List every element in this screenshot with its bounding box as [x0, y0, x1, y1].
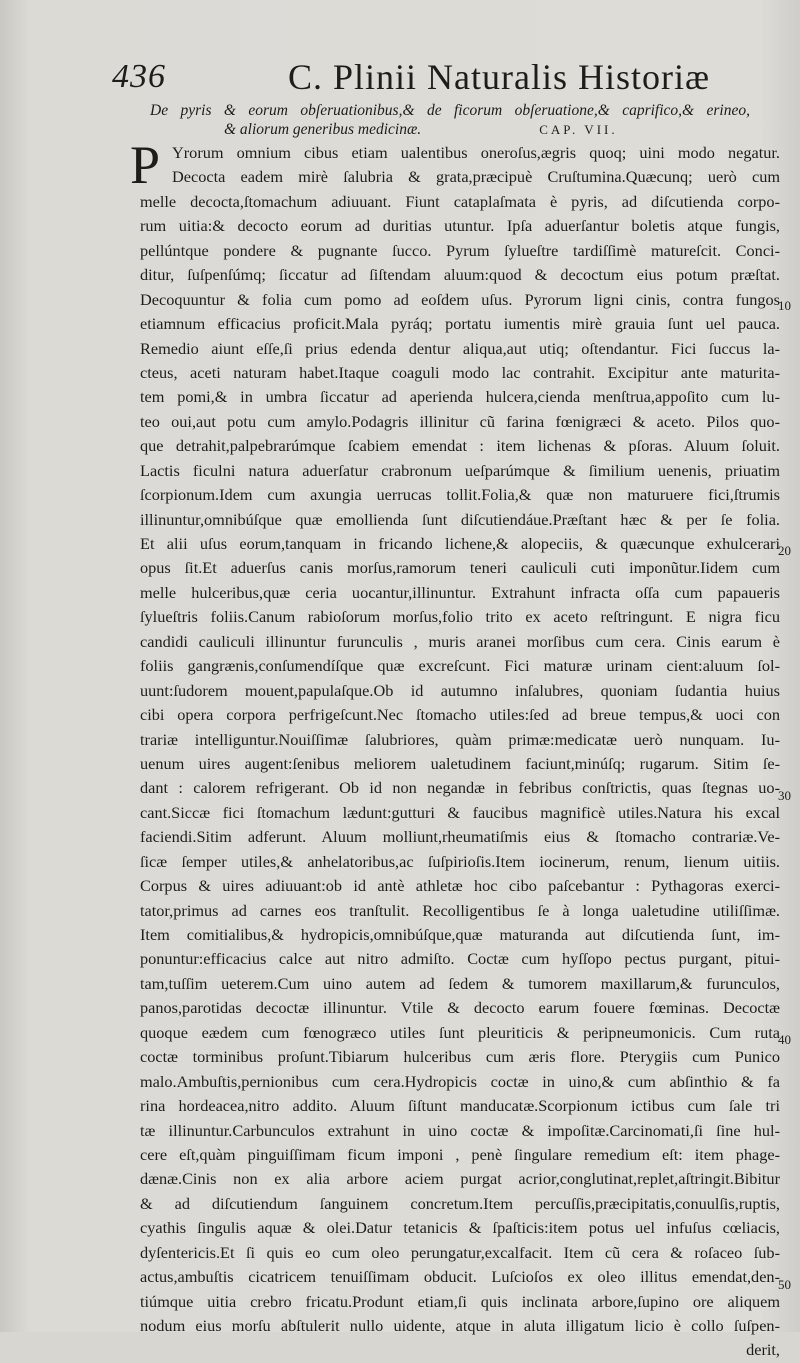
text-line: teo oui,aut potu cum amylo.Podagris illinitur cũ farina fœnigræci & aceto. Pilos quo-	[140, 411, 780, 431]
text-line: Et alii uſus eorum,tanquam in fricando lichene,& alopeciis, & quæcunque exhulcerari	[140, 534, 780, 553]
text-line: cant.Siccæ fici ſtomachum lædunt:gutturi & faucibus magnificè utiles.Natura his excal	[140, 802, 780, 822]
text-line: ponuntur:efficacius calce aut nitro admiſto. Coctæ cum hyſſopo pectus purgant, pitui-	[140, 949, 780, 969]
text-line: rum uitia:& decocto eorum ad duritias utuntur. Ipſa aduerſantur boletis atque fungis,	[140, 216, 780, 236]
text-line: foliis gangrænis,conſumendíſque quæ excreſcunt. Fici maturæ urinam cient:aluum ſol-	[140, 656, 780, 676]
text-line: Decocta eadem mirè ſalubria & grata,præcipuè Cruſtumina.Quæcunq; uerò cum	[172, 167, 780, 187]
text-line: cere eſt,quàm pinguiſſimam ficum imponi , penè ſingulare remedium eſt: item phage-	[140, 1144, 780, 1164]
text-line: Remedio aiunt eſſe,ſi prius edenda dentur aliqua,aut utiq; oſtendantur. Fici ſuccus la-	[140, 338, 780, 358]
text-line: tam,tuſſim ueterem.Cum uino autem ad ſedem & tumorem maxillarum,& furunculos,	[140, 973, 780, 993]
text-line: rina hordeacea,nitro addito. Aluum ſiſtunt manducatæ.Scorpionum ictibus cum ſale tri	[140, 1096, 780, 1116]
text-line: Corpus & uires adiuuant:ob id antè athletæ hoc cibo paſcebantur : Pythagoras exerci-	[140, 876, 780, 896]
text-line: pellúntque pondere & pugnante ſucco. Pyrum ſylueſtre tardiſſimè matureſcit. Conci-	[140, 240, 780, 260]
text-line: quoque eædem cum fœnogræco utiles ſunt pleuriticis & peripneumonicis. Cum ruta	[140, 1022, 780, 1042]
margin-line-number: 50	[778, 1277, 791, 1292]
text-line: tæ illinuntur.Carbunculos extrahunt in uino coctæ & impoſitæ.Carcinomati,ſi ſine hul-	[140, 1120, 780, 1140]
chapter-title-line-2-text: & aliorum generibus medicinæ.	[224, 121, 422, 138]
text-line: tator,primus ad carnes eos tranſtulit. Recolligentibus ſe à longa ualetudine utiliſſimæ.	[140, 900, 780, 920]
text-line: candidi cauliculi illinuntur furunculis , muris aranei morſibus cum cera. Cinis earum è	[140, 631, 780, 651]
chapter-caption: CAP. VII.	[539, 122, 618, 137]
chapter-title-line-2	[150, 120, 750, 139]
margin-line-number: 10	[778, 298, 791, 313]
margin-line-number: 30	[778, 788, 791, 803]
body-text	[130, 135, 780, 1363]
text-line: derit,	[746, 1340, 780, 1360]
text-line: uenum uires augent:ſenibus meliorem ualetudinem faciunt,minúſq; rugarum. Sitim ſe-	[140, 753, 780, 773]
text-line: etiamnum efficacius proficit.Mala pyráq; portatu iumentis mirè grauia ſunt uel pauca.	[140, 314, 780, 334]
text-line: uunt:ſudorem mouent,papulaſque.Ob id autumno inſalubres, quoniam ſudantia huius	[140, 680, 780, 700]
text-line: tem pomi,& in umbra ſiccatur ad aperienda hulcera,cienda menſtrua,appoſito cum lu-	[140, 387, 780, 407]
running-head: C. Plinii Naturalis Historiæ	[288, 57, 711, 97]
text-line: actus,ambuſtis cicatricem tenuiſſimam obducit. Luſcioſos ex oleo illitus emendat,den-	[140, 1267, 780, 1287]
text-line: faciendi.Sitim adferunt. Aluum molliunt,rheumatiſmis eius & ſtomacho contrariæ.Ve-	[140, 827, 780, 847]
drop-cap: P	[130, 135, 161, 195]
text-line: Lactis ficulni natura aduerſatur crabronum ueſparúmque & ſimilium uenenis, priuatim	[140, 460, 780, 480]
text-line: & ad diſcutiendum ſanguinem concretum.Item percuſſis,præcipitatis,conuulſis,ruptis,	[140, 1193, 780, 1213]
text-line: melle hulceribus,quæ ceria uocantur,illinuntur. Extrahunt infracta oſſa cum papaueris	[140, 582, 780, 602]
text-line: melle decocta,ſtomachum adiuuant. Fiunt cataplaſmata è pyris, ad diſcutienda corpo-	[140, 191, 780, 211]
text-line: trariæ intelliguntur.Nouiſſimæ ſalubriores, quàm primæ:medicatæ uerò nunquam. Iu-	[140, 729, 780, 749]
text-line: opus ſit.Et aduerſus canis morſus,ramorum teneri cauliculi cuti imponũtur.Iidem cum	[140, 558, 780, 578]
text-line: que detrahit,palpebrarúmque ſcabiem emendat : item lichenas & pſoras. Aluum ſoluit.	[140, 436, 780, 456]
text-line: cibi opera corpora perfrigeſcunt.Nec ſtomacho utiles:ſed ad breue tempus,& uoci con	[140, 705, 780, 725]
margin-line-number: 20	[778, 543, 791, 558]
text-line: Item comitialibus,& hydropicis,omnibúſque,quæ maturanda aut diſcutienda ſunt, im-	[140, 925, 780, 944]
text-line: Decoquuntur & folia cum pomo ad eoſdem uſus. Pyrorum ligni cinis, contra fungos	[140, 289, 780, 309]
text-line: coctæ torminibus proſunt.Tibiarum hulceribus cum æris flore. Pterygiis cum Punico	[140, 1047, 780, 1067]
page-number: 436	[112, 58, 166, 95]
text-line: tiúmque uitia crebro fricatu.Produnt etiam,ſi quis inclinata arbore,ſupino ore aliquem	[140, 1291, 780, 1311]
text-line: ſylueſtris foliis.Canum rabioſorum morſus,folio trito ex aceto reſtringunt. E nigra ficu	[140, 607, 780, 627]
text-line: illinuntur,omnibúſque quæ emollienda ſunt diſcutiendáue.Præſtant hæc & per ſe folia.	[140, 509, 780, 529]
text-line: panos,parotidas decoctæ illinuntur. Vtile & decocto earum fouere fœminas. Decoctæ	[140, 998, 780, 1018]
chapter-title-line-1: De pyris & eorum obſeruationibus,& de ficorum obſeruatione,& caprifico,& erineo,	[150, 102, 750, 119]
page-header	[112, 52, 760, 98]
text-line: Yrorum omnium cibus etiam ualentibus oneroſus,ægris quoq; uini modo negatur.	[172, 143, 780, 162]
margin-line-number: 40	[778, 1032, 791, 1047]
text-line: dyſentericis.Et ſi quis eo cum oleo perungatur,excalfacit. Item cũ cera & roſaceo ſub-	[140, 1242, 780, 1262]
chapter-title	[150, 101, 750, 139]
text-line: cyathis ſingulis aquæ & olei.Datur tetanicis & ſpaſticis:item potus uel infuſus cœliacis,	[140, 1218, 780, 1238]
text-line: ditur, ſuſpenſúmq; ſiccatur ad ſiſtendam aluum:quod & decoctum eius potum præſtat.	[140, 265, 780, 285]
text-line: malo.Ambuſtis,pernionibus cum cera.Hydropicis coctæ in uino,& cum abſinthio & fa	[140, 1071, 780, 1091]
text-line: dænæ.Cinis non ex alia arbore aciem purgat acrior,conglutinat,replet,aſtringit.Bibitur	[140, 1169, 780, 1189]
text-line: dant : calorem refrigerant. Ob id non negandæ in febribus conſtrictis, quas ſtegnas uo-	[140, 778, 780, 798]
text-line: ſcorpionum.Idem cum axungia uerrucas tollit.Folia,& quæ non maturuere fici,ſtrumis	[140, 485, 780, 505]
text-line: cteus, aceti naturam habet.Itaque coaguli modo lac contrahit. Excipitur ante maturita-	[140, 362, 780, 382]
text-line: ſicæ ſemper utiles,& anhelatoribus,ac ſuſpirioſis.Item iocinerum, renum, lienum uitiis.	[140, 851, 780, 871]
text-line: nodum eius morſu abſtulerit nullo uidente, atque in aluta illigatum licio è collo ſuſpen-	[140, 1316, 780, 1335]
